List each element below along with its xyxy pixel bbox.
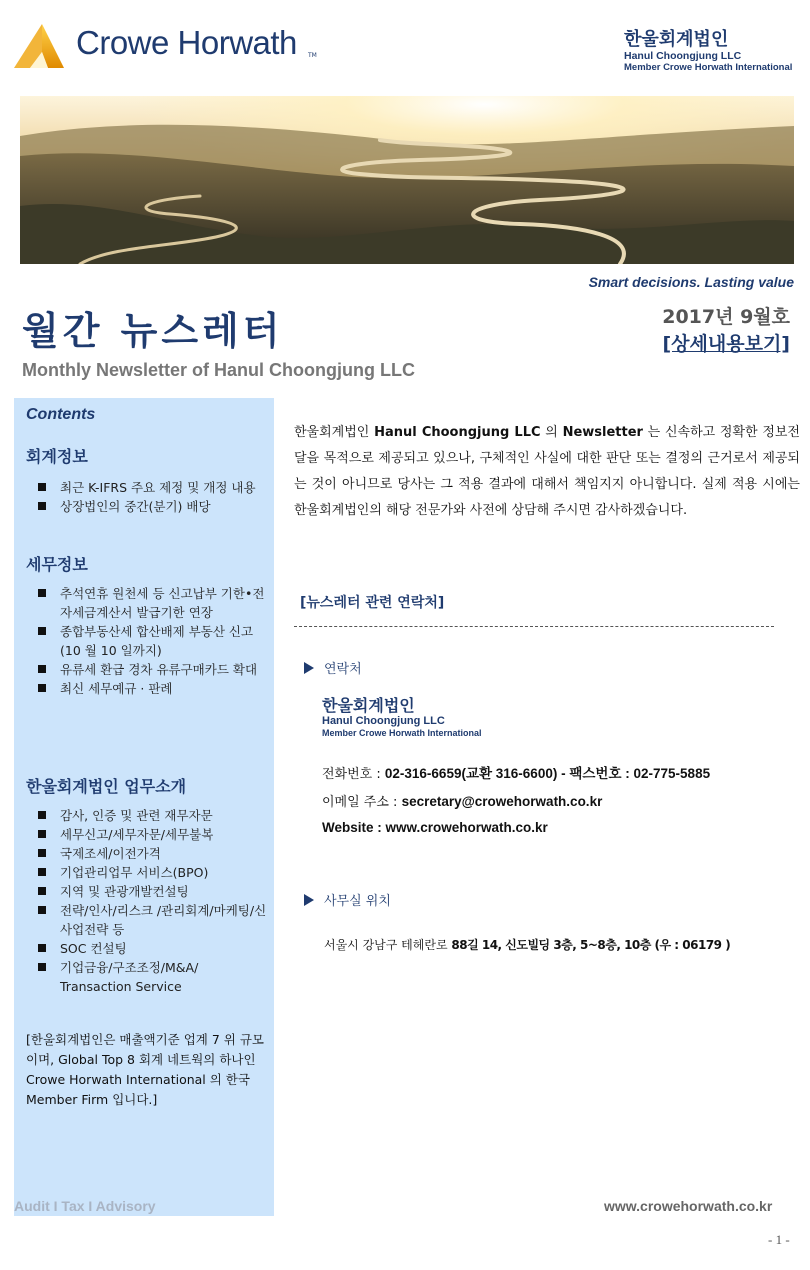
footer-services: Audit I Tax I Advisory [14, 1198, 156, 1214]
contact-subheading: 연락처 [304, 658, 362, 677]
section-title-services: 한울회계법인 업무소개 [26, 777, 187, 796]
fax-value: 02-775-5885 [633, 766, 711, 781]
list-item[interactable]: SOC 컨설팅 [36, 939, 268, 958]
website-link[interactable]: www.crowehorwath.co.kr [385, 820, 548, 835]
square-bullet-icon [38, 627, 46, 635]
list-item[interactable]: 전략/인사/리스크 /관리회계/마케팅/신사업전략 등 [36, 901, 268, 939]
hanul-logo-header [624, 30, 800, 73]
list-item[interactable]: 유류세 환급 경차 유류구매카드 확대 [36, 660, 268, 679]
list-item[interactable]: 추석연휴 원천세 등 신고납부 기한•전자세금계산서 발급기한 연장 [36, 584, 268, 622]
list-item[interactable]: 최신 세무예규 · 판례 [36, 679, 268, 698]
crowe-triangle-icon [12, 22, 68, 70]
email-line: 이메일 주소 : secretary@crowehorwath.co.kr [322, 794, 603, 810]
list-item[interactable]: 기업관리업무 서비스(BPO) [36, 863, 268, 882]
firm-name-en: Hanul Choongjung LLC [322, 715, 445, 727]
issue-date: 2017년 9월호 [662, 306, 790, 328]
winding-road-landscape-icon [20, 96, 794, 264]
firm-name-kr: 한울회계법인 [624, 29, 729, 50]
phone-fax-line: 전화번호 : 02-316-6659(교환 316-6600) - 팩스번호 : 02-775-5885 [322, 766, 711, 782]
firm-member: Member Crowe Horwath International [322, 728, 482, 738]
square-bullet-icon [38, 502, 46, 510]
office-subheading: 사무실 위치 [304, 890, 391, 909]
list-item[interactable]: 국제조세/이전가격 [36, 844, 268, 863]
logo-trademark: TM [308, 52, 317, 59]
issue-info [662, 302, 790, 356]
contents-sidebar [14, 398, 274, 1216]
section-title-accounting: 회계정보 [26, 447, 88, 466]
list-item[interactable]: 종합부동산세 합산배제 부동산 신고 (10 월 10 일까지) [36, 622, 268, 660]
tagline: Smart decisions. Lasting value [588, 274, 794, 290]
email-link[interactable]: secretary@crowehorwath.co.kr [401, 794, 603, 809]
list-item[interactable]: 상장법인의 중간(분기) 배당 [36, 497, 268, 516]
crowe-horwath-logo [12, 20, 322, 72]
square-bullet-icon [38, 665, 46, 673]
square-bullet-icon [38, 830, 46, 838]
services-list [36, 806, 268, 996]
list-item[interactable]: 감사, 인증 및 관련 재무자문 [36, 806, 268, 825]
square-bullet-icon [38, 887, 46, 895]
square-bullet-icon [38, 811, 46, 819]
triangle-right-icon [304, 894, 314, 906]
disclaimer-text: 한울회계법인 Hanul Choongjung LLC 의 Newsletter 는 신속하고 정확한 정보전달을 목적으로 제공되고 있으나, 구체적인 사실에 대한 판단 또는 결정의 근거로서 제공되는 것이 아니므로 당사는 그 적용 결과에 대해서 책임지지 아니합니다. 실제 적용 시에는 한울회계법인의 해당 전문가와 사전에 상담해 주시면 감사하겠습니다. [294, 425, 800, 518]
list-item[interactable]: 최근 K-IFRS 주요 제정 및 개정 내용 [36, 478, 268, 497]
square-bullet-icon [38, 963, 46, 971]
dashed-divider [294, 626, 774, 627]
square-bullet-icon [38, 483, 46, 491]
phone-value[interactable]: 02-316-6659(교환 316-6600) [384, 766, 558, 781]
list-item[interactable]: 지역 및 관광개발컨설팅 [36, 882, 268, 901]
square-bullet-icon [38, 684, 46, 692]
square-bullet-icon [38, 868, 46, 876]
square-bullet-icon [38, 849, 46, 857]
section-title-tax: 세무정보 [26, 555, 88, 574]
square-bullet-icon [38, 906, 46, 914]
list-item[interactable]: 세무신고/세무자문/세무불복 [36, 825, 268, 844]
accounting-list [36, 478, 268, 516]
logo-text: Crowe Horwath [76, 24, 297, 61]
tax-list [36, 584, 268, 698]
square-bullet-icon [38, 944, 46, 952]
footer-website[interactable]: www.crowehorwath.co.kr [604, 1198, 773, 1214]
newsletter-title: 월간 뉴스레터 [22, 309, 284, 353]
firm-member: Member Crowe Horwath International [624, 62, 793, 73]
firm-name-en: Hanul Choongjung LLC [624, 50, 742, 62]
page-number: - 1 - [768, 1232, 790, 1247]
triangle-right-icon [304, 662, 314, 674]
office-address: 서울시 강남구 테헤란로 88길 14, 신도빌딩 3층, 5~8층, 10층 (우 : 06179 ) [324, 938, 731, 952]
square-bullet-icon [38, 589, 46, 597]
website-line: Website : www.crowehorwath.co.kr [322, 820, 548, 835]
detail-link[interactable]: [상세내용보기] [662, 333, 790, 355]
newsletter-subtitle: Monthly Newsletter of Hanul Choongjung LLC [22, 360, 415, 380]
banner-photo [20, 96, 794, 264]
firm-description-note: [한울회계법인은 매출액기준 업계 7 위 규모이며, Global Top 8 회계 네트웍의 하나인 Crowe Horwath International 의 한국 Member Firm 입니다.] [26, 1032, 264, 1107]
list-item[interactable]: 기업금융/구조조정/M&A/ Transaction Service [36, 958, 268, 996]
contact-heading: [뉴스레터 관련 연락처] [300, 595, 445, 611]
firm-name-kr: 한울회계법인 [322, 696, 415, 715]
contents-title: Contents [26, 406, 96, 423]
hanul-logo-contact [322, 697, 522, 739]
